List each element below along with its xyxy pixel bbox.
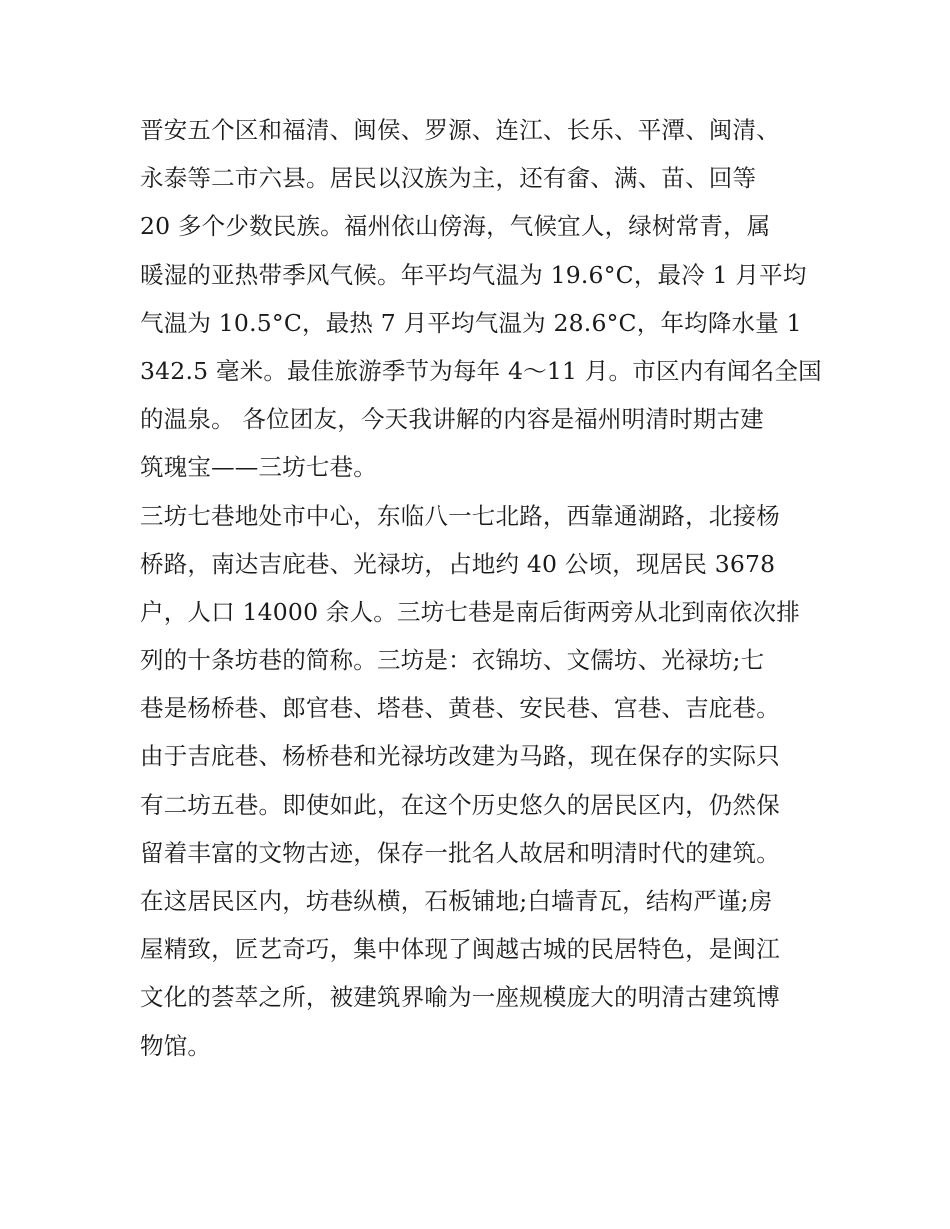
text-line: 的温泉。 各位团友，今天我讲解的内容是福州明清时期古建 <box>140 405 764 434</box>
text-line: 由于吉庇巷、杨桥巷和光禄坊改建为马路，现在保存的实际只 <box>140 742 780 771</box>
document-body <box>140 106 822 1070</box>
text-line: 气温为 10.5°C，最热 7 月平均气温为 28.6°C，年均降水量 1 <box>140 308 802 337</box>
text-line: 物馆。 <box>140 1031 212 1060</box>
paragraph-sanfang-qixiang <box>140 492 812 1070</box>
text-line: 有二坊五巷。即使如此，在这个历史悠久的居民区内，仍然保 <box>140 790 780 819</box>
text-line: 三坊七巷地处市中心，东临八一七北路，西靠通湖路，北接杨 <box>140 501 780 530</box>
text-line: 桥路，南达吉庇巷、光禄坊，占地约 40 公顷，现居民 3678 <box>140 549 776 578</box>
text-line: 筑瑰宝——三坊七巷。 <box>140 453 377 482</box>
text-line: 巷是杨桥巷、郎官巷、塔巷、黄巷、安民巷、宫巷、吉庇巷。 <box>140 694 780 723</box>
text-line: 留着丰富的文物古迹，保存一批名人故居和明清时代的建筑。 <box>140 838 780 867</box>
text-line: 屋精致，匠艺奇巧，集中体现了闽越古城的民居特色，是闽江 <box>140 935 780 964</box>
text-line: 户，人口 14000 余人。三坊七巷是南后街两旁从北到南依次排 <box>140 597 800 626</box>
paragraph-fuzhou-overview <box>140 106 822 492</box>
text-line: 342.5 毫米。最佳旅游季节为每年 4～11 月。市区内有闻名全国 <box>140 356 822 385</box>
text-line: 20 多个少数民族。福州依山傍海，气候宜人，绿树常青，属 <box>140 212 771 241</box>
text-line: 列的十条坊巷的简称。三坊是：衣锦坊、文儒坊、光禄坊;七 <box>140 646 765 675</box>
text-line: 永泰等二市六县。居民以汉族为主，还有畲、满、苗、回等 <box>140 164 757 193</box>
text-line: 晋安五个区和福清、闽侯、罗源、连江、长乐、平潭、闽清、 <box>140 116 780 144</box>
text-line: 文化的荟萃之所，被建筑界喻为一座规模庞大的明清古建筑博 <box>140 983 780 1012</box>
text-line: 暖湿的亚热带季风气候。年平均气温为 19.6°C，最冷 1 月平均 <box>140 260 807 289</box>
text-line: 在这居民区内，坊巷纵横，石板铺地;白墙青瓦，结构严谨;房 <box>140 887 773 915</box>
